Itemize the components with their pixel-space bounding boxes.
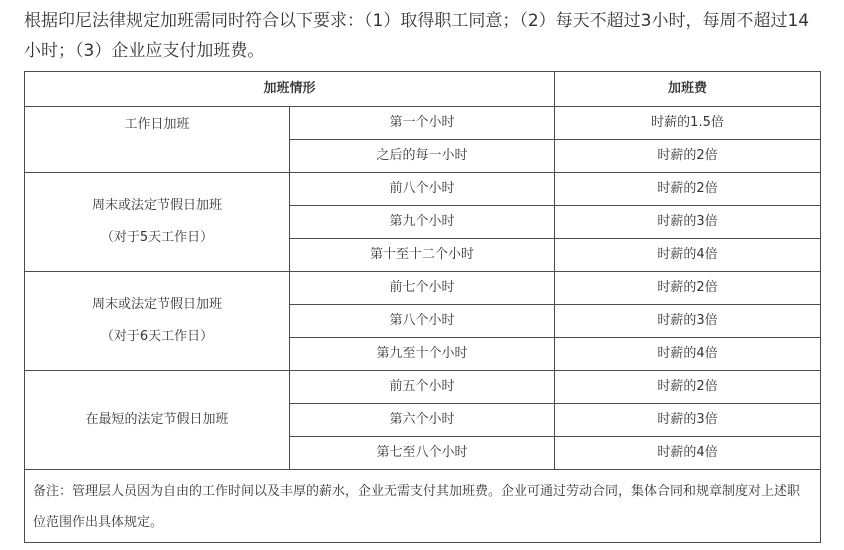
hours-cell: 第六个小时 bbox=[290, 404, 555, 437]
pay-cell: 时薪的3倍 bbox=[555, 404, 821, 437]
group-label-weekday bbox=[25, 107, 290, 173]
pay-cell: 时薪的3倍 bbox=[555, 305, 821, 338]
pay-cell: 时薪的2倍 bbox=[555, 173, 821, 206]
header-overtime-pay: 加班费 bbox=[555, 72, 821, 107]
table-row bbox=[25, 371, 821, 404]
table-header-row bbox=[25, 72, 821, 107]
hours-cell: 第七至八个小时 bbox=[290, 437, 555, 470]
hours-cell: 第九至十个小时 bbox=[290, 338, 555, 371]
hours-cell: 第一个小时 bbox=[290, 107, 555, 140]
group-label: 周末或法定节假日加班 bbox=[91, 297, 222, 312]
group-sublabel: （对于6天工作日） bbox=[100, 329, 214, 344]
pay-cell: 时薪的1.5倍 bbox=[555, 107, 821, 140]
pay-cell: 时薪的4倍 bbox=[555, 437, 821, 470]
pay-cell: 时薪的2倍 bbox=[555, 272, 821, 305]
table-row bbox=[25, 173, 821, 206]
hours-cell: 第八个小时 bbox=[290, 305, 555, 338]
group-label: 工作日加班 bbox=[124, 117, 190, 132]
hours-cell: 前五个小时 bbox=[290, 371, 555, 404]
group-label-weekend-6day bbox=[25, 272, 290, 371]
hours-cell: 之后的每一小时 bbox=[290, 140, 555, 173]
pay-cell: 时薪的2倍 bbox=[555, 371, 821, 404]
pay-cell: 时薪的4倍 bbox=[555, 338, 821, 371]
group-label-shortest-holiday bbox=[25, 371, 290, 470]
pay-cell: 时薪的2倍 bbox=[555, 140, 821, 173]
overtime-pay-table bbox=[24, 71, 821, 543]
pay-cell: 时薪的3倍 bbox=[555, 206, 821, 239]
table-row bbox=[25, 107, 821, 140]
table-row bbox=[25, 272, 821, 305]
hours-cell: 第九个小时 bbox=[290, 206, 555, 239]
group-sublabel: （对于5天工作日） bbox=[100, 230, 214, 245]
group-label-weekend-5day bbox=[25, 173, 290, 272]
table-note: 备注：管理层人员因为自由的工作时间以及丰厚的薪水，企业无需支付其加班费。企业可通过劳动合同，集体合同和规章制度对上述职位范围作出具体规定。 bbox=[25, 470, 821, 543]
header-overtime-situation: 加班情形 bbox=[25, 72, 555, 107]
hours-cell: 前七个小时 bbox=[290, 272, 555, 305]
hours-cell: 第十至十二个小时 bbox=[290, 239, 555, 272]
note-row bbox=[25, 470, 821, 543]
intro-paragraph: 根据印尼法律规定加班需同时符合以下要求：（1）取得职工同意；（2）每天不超过3小时，每周不超过14小时；（3）企业应支付加班费。 bbox=[24, 11, 810, 61]
group-label: 在最短的法定节假日加班 bbox=[85, 412, 229, 427]
pay-cell: 时薪的4倍 bbox=[555, 239, 821, 272]
group-label: 周末或法定节假日加班 bbox=[91, 198, 222, 213]
hours-cell: 前八个小时 bbox=[290, 173, 555, 206]
